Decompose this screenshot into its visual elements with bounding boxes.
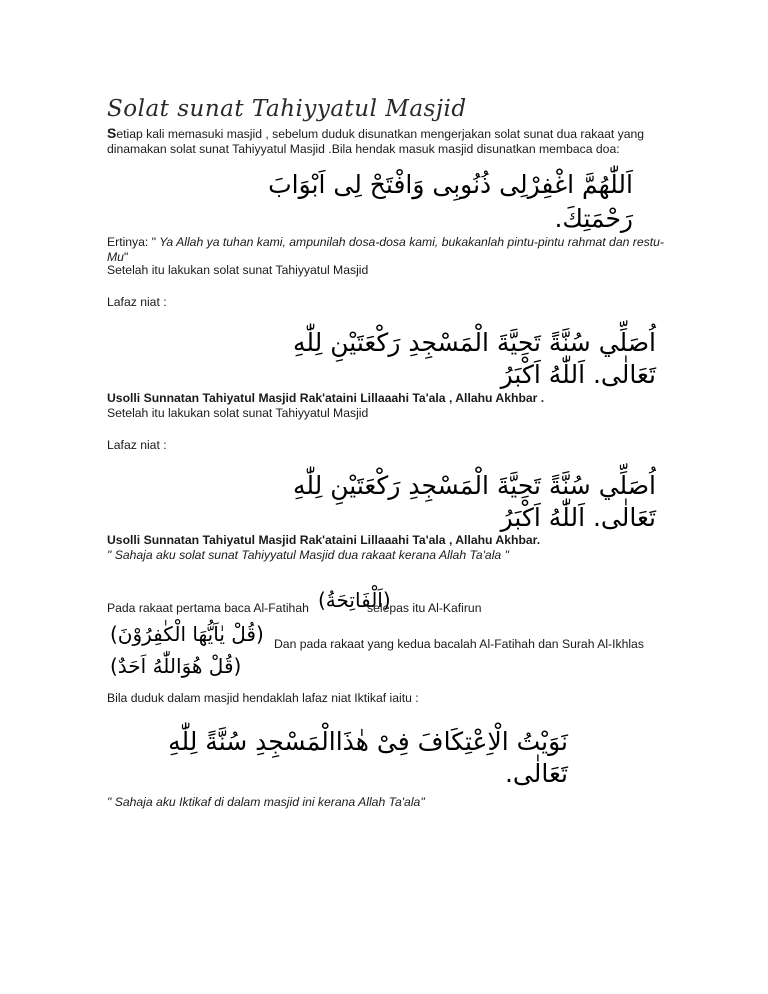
doa-arabic-line-1: اَللّٰهُمَّ اغْفِرْلِى ذُنُوبِى وَافْتَحْ لِى اَبْوَابَ (268, 170, 633, 199)
iktikaf-arabic-line-1: نَوَيْتُ الْاِعْتِكَافَ فِىْ هٰذَاالْمَسْجِدِ سُنَّةً لِلّٰهِ (168, 727, 568, 756)
ikhlas-arabic: (قُلْ هُوَاللّٰهُ اَحَدٌ) (110, 654, 242, 678)
kafirun-arabic: (قُلْ يٰاَيُّهَا الْكٰفِرُوْنَ) (110, 622, 264, 646)
niat2-meaning: " Sahaja aku solat sunat Tahiyyatul Masjid dua rakaat kerana Allah Ta'ala " (107, 548, 509, 562)
niat2-arabic-line-2: تَعَالٰى. اَللّٰهُ اَكْبَرُ (500, 503, 656, 532)
iktikaf-meaning: " Sahaja aku Iktikaf di dalam masjid ini kerana Allah Ta'ala" (107, 795, 425, 809)
iktikaf-intro: Bila duduk dalam masjid hendaklah lafaz niat Iktikaf iaitu : (107, 691, 419, 705)
niat2-latin: Usolli Sunnatan Tahiyatul Masjid Rak'ataini Lillaaahi Ta'ala , Allahu Akhbar. (107, 533, 541, 547)
rakaat-part-3: Dan pada rakaat yang kedua bacalah Al-Fatihah dan Surah Al-Ikhlas (274, 637, 644, 651)
section2-after: Setelah itu lakukan solat sunat Tahiyyatul Masjid (107, 406, 369, 420)
niat-arabic-line-2: تَعَالٰى. اَللّٰهُ اَكْبَرُ (500, 360, 656, 389)
section1-lafaz-label: Lafaz niat : (107, 295, 167, 309)
page-title: Solat sunat Tahiyyatul Masjid (107, 96, 467, 122)
niat2-arabic-line-1: اُصَلِّي سُنَّةً تَحِيَّةَ الْمَسْجِدِ رَكْعَتَيْنِ لِلّٰهِ (293, 471, 656, 500)
iktikaf-arabic-line-2: تَعَالٰى. (504, 759, 568, 788)
intro-dropcap: S (107, 125, 117, 141)
ertinya-meaning: Ya Allah ya tuhan kami, ampunilah dosa-dosa kami, bukakanlah pintu-pintu rahmat dan restu-Mu (107, 235, 664, 264)
rakaat-part-1: Pada rakaat pertama baca Al-Fatihah (107, 601, 309, 615)
ertinya-close: " (123, 250, 129, 264)
intro-line-1 (107, 126, 644, 142)
niat-latin: Usolli Sunnatan Tahiyatul Masjid Rak'ataini Lillaaahi Ta'ala , Allahu Akhbar . (107, 391, 545, 405)
niat-arabic-line-1: اُصَلِّي سُنَّةً تَحِيَّةَ الْمَسْجِدِ رَكْعَتَيْنِ لِلّٰهِ (293, 328, 656, 357)
fatihah-arabic: (اَلْفَاتِحَةُ) (318, 588, 391, 612)
section1-after: Setelah itu lakukan solat sunat Tahiyyatul Masjid (107, 263, 369, 277)
doa-arabic-line-2: رَحْمَتِكَ. (554, 204, 633, 233)
rakaat-part-2: selepas itu Al-Kafirun (367, 601, 482, 615)
intro-line-2: dinamakan solat sunat Tahiyyatul Masjid .Bila hendak masuk masjid disunatkan membaca doa: (107, 142, 620, 156)
ertinya-label: Ertinya: " (107, 235, 157, 249)
section2-lafaz-label: Lafaz niat : (107, 438, 167, 452)
ertinya-paragraph (107, 235, 667, 265)
intro-text-1: etiap kali memasuki masjid , sebelum duduk disunatkan mengerjakan solat sunat dua rakaat yang (116, 127, 645, 141)
